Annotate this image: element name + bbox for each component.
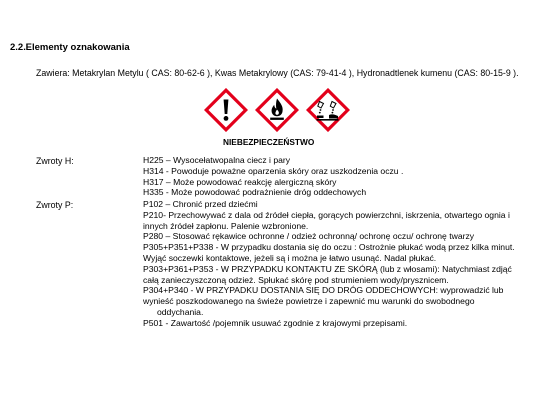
contains-statement: Zawiera: Metakrylan Metylu ( CAS: 80-62-6 ), Kwas Metakrylowy (CAS: 79-41-4 ), Hydronadtlenek kumenu (CAS: 80-15-9 ). bbox=[36, 68, 519, 78]
section-number: 2.2. bbox=[10, 42, 26, 53]
signal-word: NIEBEZPIECZEŃSTWO bbox=[223, 137, 315, 147]
p-statement: całą zanieczyszczoną odzież. Spłukać skórę pod strumieniem wody/prysznicem. bbox=[143, 274, 449, 285]
p-statement: wynieść poszkodowanego na świeże powietrze i zapewnić mu warunki do swobodnego bbox=[143, 296, 475, 307]
p-statements-label: Zwroty P: bbox=[36, 200, 74, 210]
section-heading bbox=[10, 42, 130, 53]
exclamation-mark-icon bbox=[204, 88, 248, 132]
p-statement: P102 – Chronić przed dziećmi bbox=[143, 199, 258, 209]
p-statement: P210- Przechowywać z dala od źródeł ciepła, gorących powierzchni, iskrzenia, otwartego ognia i bbox=[143, 209, 510, 220]
ghs-pictograms bbox=[204, 88, 352, 132]
flame-icon bbox=[255, 88, 299, 132]
p-statement: P303+P361+P353 - W PRZYPADKU KONTAKTU ZE SKÓRĄ (lub z włosami): Natychmiast zdjąć bbox=[143, 263, 512, 274]
h-statements-label: Zwroty H: bbox=[36, 156, 74, 166]
h-statement: H314 - Powoduje poważne oparzenia skóry oraz uszkodzenia oczu . bbox=[143, 165, 404, 176]
p-statement: P501 - Zawartość /pojemnik usuwać zgodnie z krajowymi przepisami. bbox=[143, 317, 408, 328]
h-statement: H317 – Może powodować reakcję alergiczną skóry bbox=[143, 176, 337, 187]
p-statement: innych źródeł zapłonu. Palenie wzbronione. bbox=[143, 220, 309, 231]
p-statement: P304+P340 - W PRZYPADKU DOSTANIA SIĘ DO DRÓG ODDECHOWYCH: wyprowadzić lub bbox=[143, 285, 504, 296]
p-statement: P280 – Stosować rękawice ochronne / odzież ochronną/ ochronę oczu/ ochronę twarzy bbox=[143, 231, 475, 242]
p-statement: Wyjąć soczewki kontaktowe, jeżeli są i można je łatwo usunąć. Nadal płukać. bbox=[143, 252, 437, 263]
p-statement: P305+P351+P338 - W przypadku dostania się do oczu : Ostrożnie płukać wodą przez kilka minut. bbox=[143, 242, 515, 253]
h-statements-list bbox=[143, 155, 538, 198]
p-statements-list bbox=[143, 199, 538, 329]
p-statement: oddychania. bbox=[157, 306, 204, 317]
h-statement: H335 - Może powodować podrażnienie dróg oddechowych bbox=[143, 187, 367, 198]
h-statement: H225 – Wysocełatwopalna ciecz i pary bbox=[143, 155, 291, 165]
corrosion-icon bbox=[306, 88, 350, 132]
section-title: Elementy oznakowania bbox=[25, 42, 130, 53]
